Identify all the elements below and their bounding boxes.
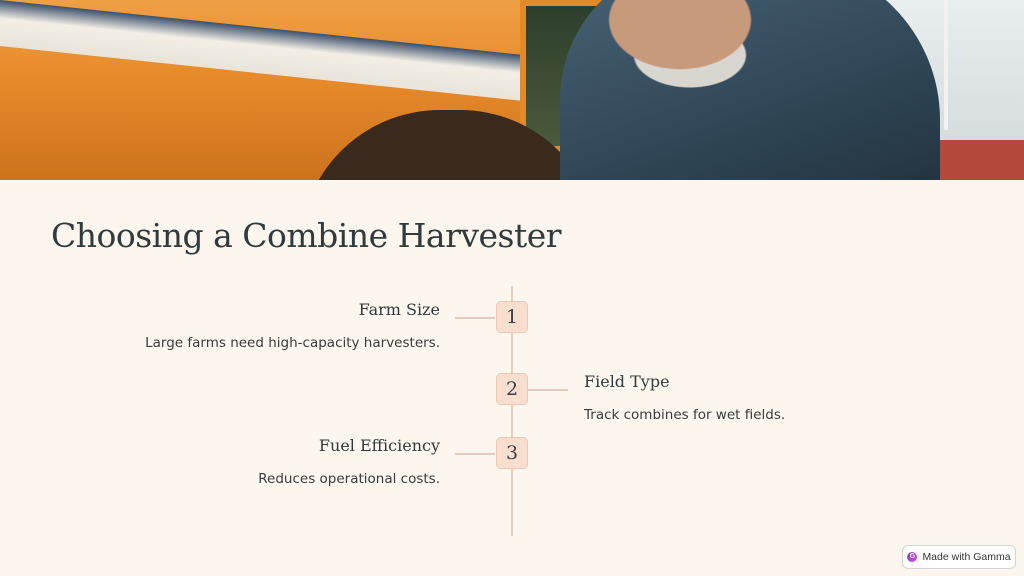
hero-image bbox=[0, 0, 1024, 180]
made-with-gamma-button[interactable] bbox=[902, 545, 1016, 569]
connector-line bbox=[455, 317, 495, 319]
connector-line bbox=[455, 453, 495, 455]
step-number-badge: 2 bbox=[496, 373, 528, 405]
step-description: Track combines for wet fields. bbox=[584, 407, 786, 423]
machine-part bbox=[930, 140, 1024, 180]
step-number-badge: 1 bbox=[496, 301, 528, 333]
step-description: Reduces operational costs. bbox=[258, 471, 440, 487]
step-title: Field Type bbox=[584, 372, 670, 391]
farmer-figure bbox=[560, 0, 940, 180]
made-with-gamma-label: Made with Gamma bbox=[922, 551, 1011, 563]
step-title: Farm Size bbox=[358, 300, 440, 319]
step-number-badge: 3 bbox=[496, 437, 528, 469]
gamma-logo-icon: G bbox=[907, 552, 917, 562]
page-title: Choosing a Combine Harvester bbox=[51, 216, 562, 255]
connector-line bbox=[528, 389, 568, 391]
step-title: Fuel Efficiency bbox=[318, 436, 440, 455]
step-description: Large farms need high-capacity harvesters. bbox=[145, 335, 440, 351]
